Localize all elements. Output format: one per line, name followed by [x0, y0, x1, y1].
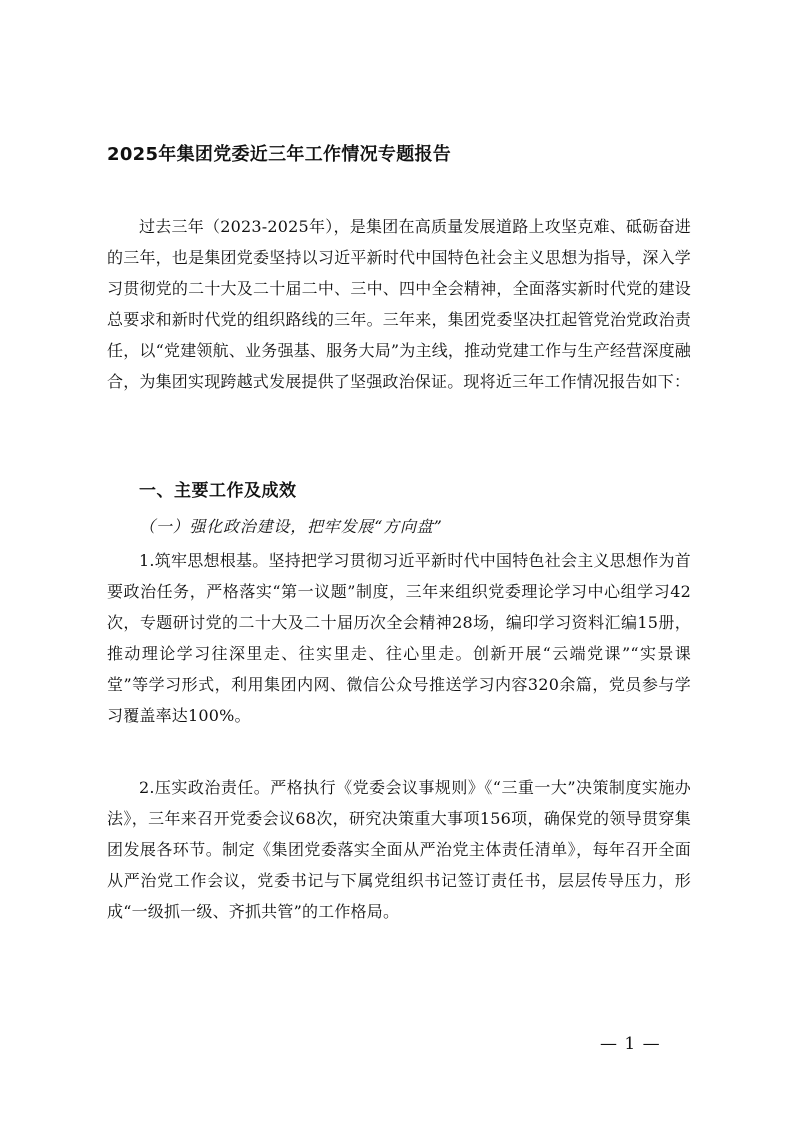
intro-paragraph: 过去三年（2023-2025年），是集团在高质量发展道路上攻坚克难、砥砺奋进的三年，也是集团党委坚持以习近平新时代中国特色社会主义思想为指导，深入学习贯彻党的二十大及二十届二中、三中、四中全会精神，全面落实新时代党的建设总要求和新时代党的组织路线的三年。三年来，集团党委坚决扛起管党治党政治责任，以“党建领航、业务强基、服务大局”为主线，推动党建工作与生产经营深度融合，为集团实现跨越式发展提供了坚强政治保证。现将近三年工作情况报告如下： — [107, 217, 691, 391]
document-title: 2025年集团党委近三年工作情况专题报告 — [107, 144, 452, 165]
subsection-heading-political-building: （一）强化政治建设，把牢发展“方向盘” — [139, 517, 443, 536]
paragraph-ideological-foundation: 1.筑牢思想根基。坚持把学习贯彻习近平新时代中国特色社会主义思想作为首要政治任务，严格落实“第一议题”制度，三年来组织党委理论学习中心组学习42次，专题研讨党的二十大及二十届历次全会精神28场，编印学习资料汇编15册，推动理论学习往深里走、往实里走、往心里走。创新开展“云端党课”“实景课堂”等学习形式，利用集团内网、微信公众号推送学习内容320余篇，党员参与学习覆盖率达100%。 — [107, 551, 691, 725]
page-number: — 1 — — [600, 1034, 661, 1054]
paragraph-political-responsibility: 2.压实政治责任。严格执行《党委会议事规则》《“三重一大”决策制度实施办法》，三年来召开党委会议68次，研究决策重大事项156项，确保党的领导贯穿集团发展各环节。制定《集团党委落实全面从严治党主体责任清单》，每年召开全面从严治党工作会议，党委书记与下属党组织书记签订责任书，层层传导压力，形成“一级抓一级、齐抓共管”的工作格局。 — [107, 778, 691, 921]
section-heading-main-work: 一、主要工作及成效 — [139, 481, 297, 501]
